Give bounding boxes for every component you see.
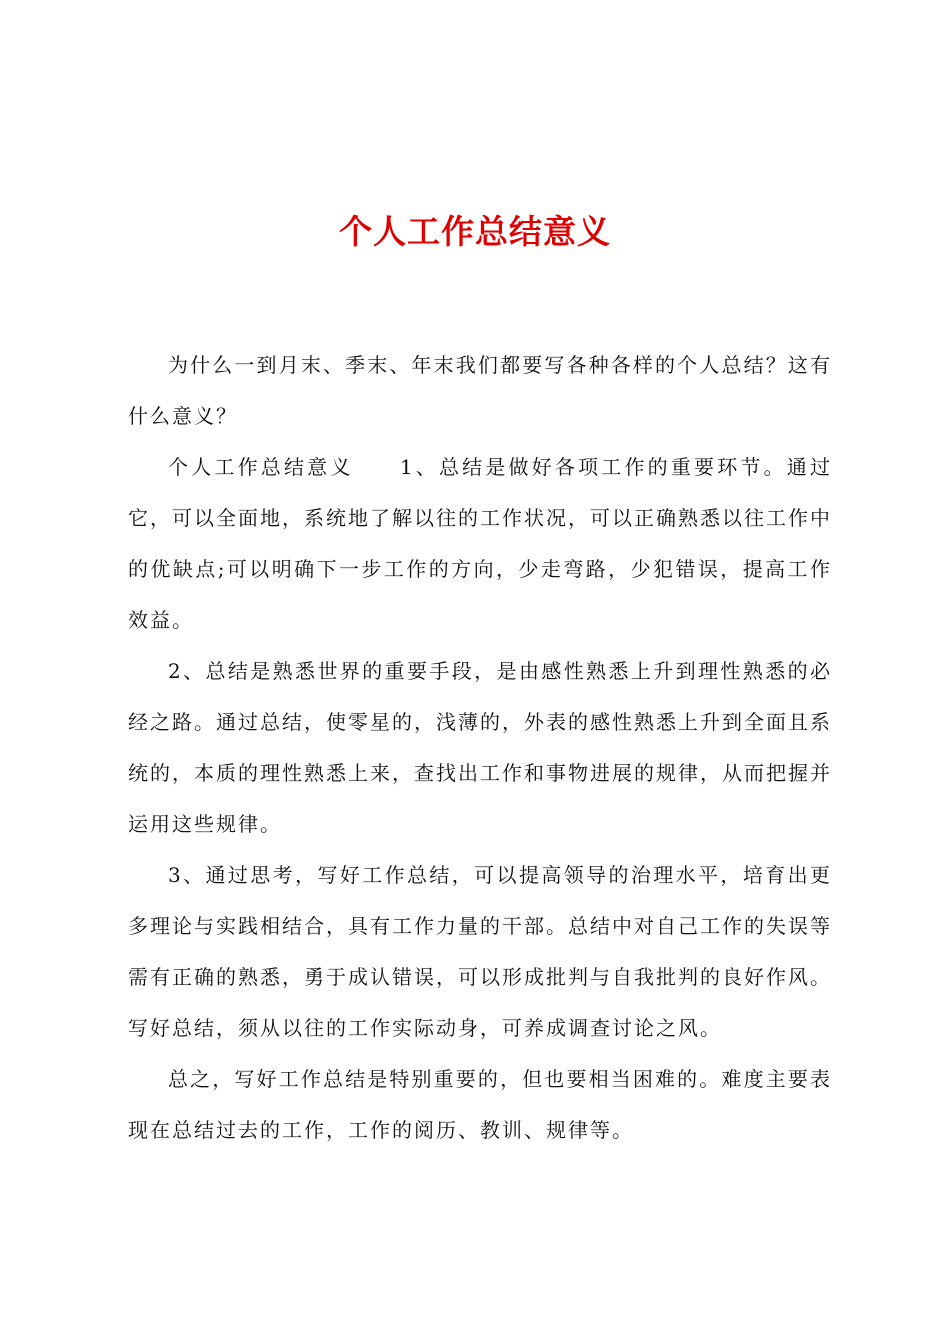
document-body	[128, 340, 832, 1156]
paragraph-intro: 为什么一到月末、季末、年末我们都要写各种各样的个人总结？这有什么意义？	[128, 353, 832, 428]
paragraph-point-1: 个人工作总结意义 1、总结是做好各项工作的重要环节。通过它，可以全面地，系统地了解以往的工作状况，可以正确熟悉以往工作中的优缺点;可以明确下一步工作的方向，少走弯路，少犯错误，提高工作效益。	[128, 455, 832, 632]
paragraph-point-2: 2、总结是熟悉世界的重要手段，是由感性熟悉上升到理性熟悉的必经之路。通过总结，使零星的，浅薄的，外表的感性熟悉上升到全面且系统的，本质的理性熟悉上来，查找出工作和事物进展的规律，从而把握并运用这些规律。	[128, 659, 832, 836]
document-title: 个人工作总结意义	[339, 212, 611, 251]
paragraph-point-3: 3、通过思考，写好工作总结，可以提高领导的治理水平，培育出更多理论与实践相结合，具有工作力量的干部。总结中对自己工作的失误等需有正确的熟悉，勇于成认错误，可以形成批判与自我批判的良好作风。写好总结，须从以往的工作实际动身，可养成调查讨论之风。	[128, 863, 832, 1040]
paragraph-conclusion: 总之，写好工作总结是特别重要的，但也要相当困难的。难度主要表现在总结过去的工作，工作的阅历、教训、规律等。	[128, 1067, 832, 1142]
